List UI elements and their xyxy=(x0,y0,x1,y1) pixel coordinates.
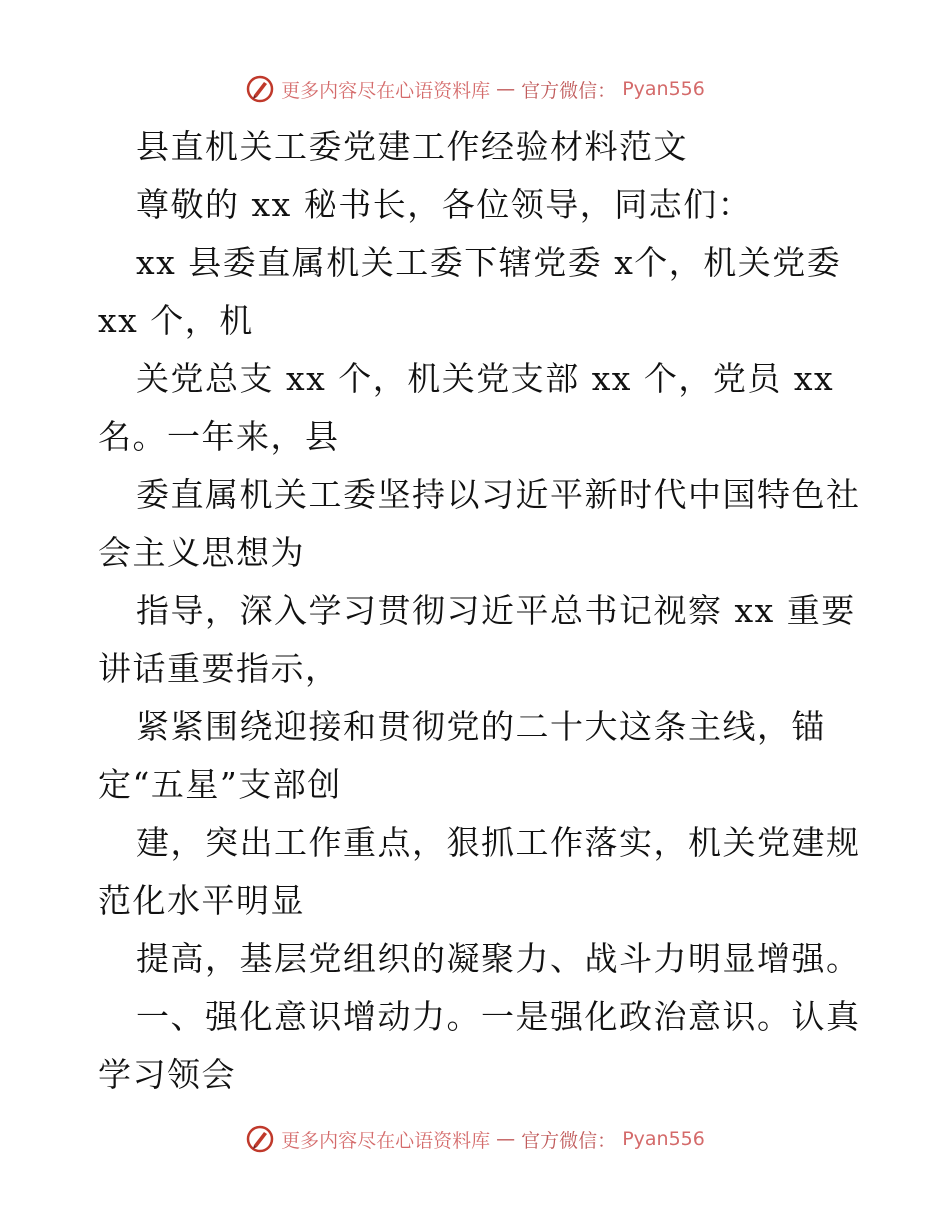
watermark-official: 官方微信： xyxy=(521,1129,617,1152)
paragraph-line: 会主义思想为 xyxy=(98,533,305,572)
paragraph-line: 定“五星”支部创 xyxy=(98,765,342,804)
pen-logo-icon xyxy=(245,1124,275,1154)
paragraph-line: xx 个，机 xyxy=(98,301,254,340)
salutation-line: 尊敬的 xx 秘书长，各位领导，同志们： xyxy=(136,185,753,224)
paragraph-line: 学习领会 xyxy=(98,1055,236,1094)
watermark-dash: — xyxy=(496,1128,516,1150)
paragraph-line: 名。一年来，县 xyxy=(98,417,340,456)
section-heading-line: 一、强化意识增动力。一是强化政治意识。认真 xyxy=(136,997,861,1036)
document-title: 县直机关工委党建工作经验材料范文 xyxy=(136,127,688,166)
paragraph-line: 紧紧围绕迎接和贯彻党的二十大这条主线，锚 xyxy=(136,707,826,746)
pen-logo-icon xyxy=(245,74,275,104)
watermark-text: 更多内容尽在心语资料库 xyxy=(281,1129,491,1152)
paragraph-line: 范化水平明显 xyxy=(98,881,305,920)
paragraph-line: 建，突出工作重点，狠抓工作落实，机关党建规 xyxy=(136,823,861,862)
paragraph-line: 委直属机关工委坚持以习近平新时代中国特色社 xyxy=(136,475,861,514)
document-body xyxy=(98,118,861,1104)
watermark-id: Pyan556 xyxy=(622,78,705,100)
paragraph-line: 讲话重要指示， xyxy=(98,649,340,688)
footer-watermark xyxy=(0,1124,950,1154)
header-watermark xyxy=(0,74,950,104)
watermark-text: 更多内容尽在心语资料库 xyxy=(281,79,491,102)
paragraph-line: 提高，基层党组织的凝聚力、战斗力明显增强。 xyxy=(136,939,861,978)
paragraph-line: xx 县委直属机关工委下辖党委 x个，机关党委 xyxy=(136,243,842,282)
paragraph-line: 指导，深入学习贯彻习近平总书记视察 xx 重要 xyxy=(136,591,856,630)
watermark-id: Pyan556 xyxy=(622,1128,705,1150)
watermark-official: 官方微信： xyxy=(521,79,617,102)
paragraph-line: 关党总支 xx 个，机关党支部 xx 个，党员 xx xyxy=(136,359,835,398)
watermark-dash: — xyxy=(496,78,516,100)
